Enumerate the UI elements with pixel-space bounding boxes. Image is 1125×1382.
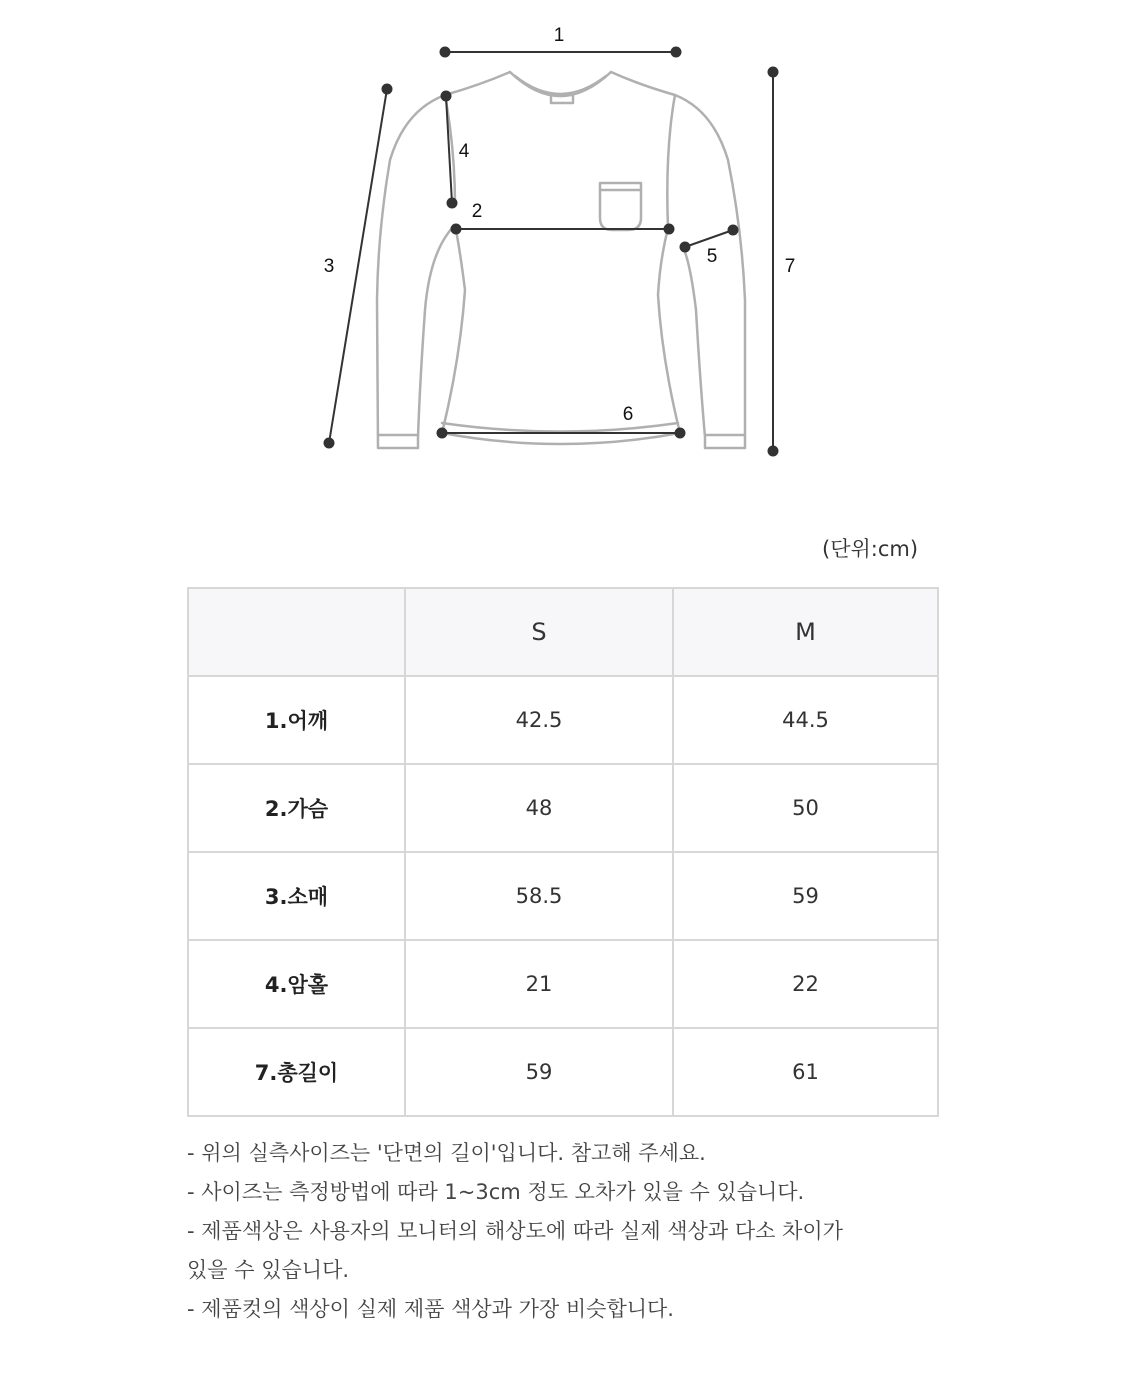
cell-s: 21 — [405, 940, 673, 1028]
cell-s: 42.5 — [405, 676, 673, 764]
note-line: 있을 수 있습니다. — [187, 1258, 350, 1282]
measure-label-2: 2 — [471, 201, 483, 222]
cell-s: 58.5 — [405, 852, 673, 940]
header-size-m: M — [673, 588, 938, 676]
cell-m: 61 — [673, 1028, 938, 1116]
measure-label-6: 6 — [622, 404, 634, 425]
note-line: - 사이즈는 측정방법에 따라 1~3cm 정도 오차가 있을 수 있습니다. — [187, 1180, 805, 1204]
note-line: - 위의 실측사이즈는 '단면의 길이'입니다. 참고해 주세요. — [187, 1141, 706, 1165]
measure-label-1: 1 — [553, 25, 565, 46]
header-blank — [188, 588, 405, 676]
note-line: - 제품컷의 색상이 실제 제품 색상과 가장 비슷합니다. — [187, 1297, 674, 1321]
row-label: 2.가슴 — [188, 764, 405, 852]
row-label: 7.총길이 — [188, 1028, 405, 1116]
row-label: 1.어깨 — [188, 676, 405, 764]
row-label: 3.소매 — [188, 852, 405, 940]
cell-m: 50 — [673, 764, 938, 852]
table-row — [188, 676, 938, 764]
cell-m: 44.5 — [673, 676, 938, 764]
cell-s: 59 — [405, 1028, 673, 1116]
table-row — [188, 940, 938, 1028]
table-row — [188, 852, 938, 940]
unit-label: (단위:cm) — [822, 537, 919, 561]
cell-m: 59 — [673, 852, 938, 940]
size-notes — [187, 1134, 947, 1329]
header-size-s: S — [405, 588, 673, 676]
size-diagram — [0, 0, 1125, 480]
table-row — [188, 1028, 938, 1116]
measure-label-3: 3 — [323, 256, 335, 277]
table-row — [188, 764, 938, 852]
table-header-row — [188, 588, 938, 676]
tshirt-outline-icon — [0, 0, 1125, 480]
measure-label-5: 5 — [706, 246, 718, 267]
measure-label-4: 4 — [458, 141, 470, 162]
row-label: 4.암홀 — [188, 940, 405, 1028]
measure-label-7: 7 — [784, 256, 796, 277]
size-table — [187, 587, 939, 1117]
cell-m: 22 — [673, 940, 938, 1028]
cell-s: 48 — [405, 764, 673, 852]
note-line: - 제품색상은 사용자의 모니터의 해상도에 따라 실제 색상과 다소 차이가 — [187, 1219, 843, 1243]
